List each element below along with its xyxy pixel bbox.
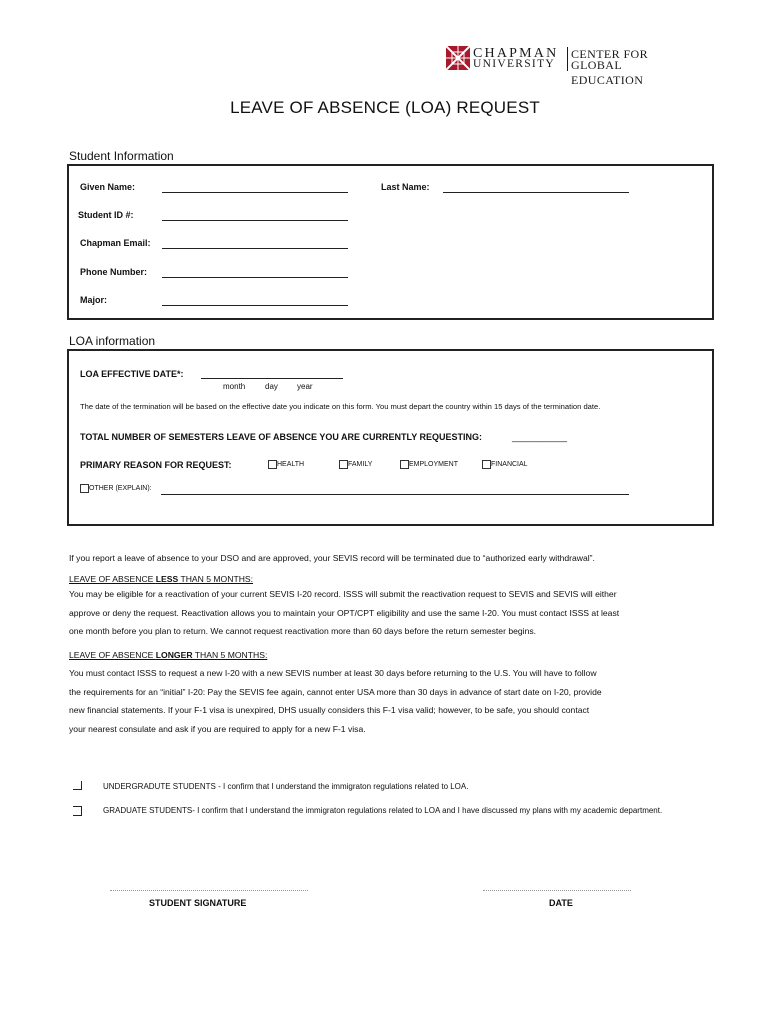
phone-field[interactable] <box>162 277 348 278</box>
chapman-crest-icon <box>446 46 470 70</box>
student-signature-label: STUDENT SIGNATURE <box>149 898 247 908</box>
less-than-line: approve or deny the request. Reactivation allows you to maintain your OPT/CPT eligibility and use the same I-20. You must contact ISSS at least <box>69 607 620 618</box>
longer-than-line: the requirements for an “initial” I-20: Pay the SEVIS fee again, cannot enter USA more than 30 days in advance of start date on I-20, provide <box>69 686 602 697</box>
phone-label: Phone Number: <box>80 267 148 277</box>
effective-date-label: LOA EFFECTIVE DATE*: <box>80 369 184 379</box>
email-field[interactable] <box>162 248 348 249</box>
last-name-field[interactable] <box>443 192 629 193</box>
less-than-line: one month before you plan to return. We cannot request reactivation more than 60 days before the return semester begins. <box>69 626 537 636</box>
less-than-body <box>69 585 719 641</box>
employment-label: EMPLOYMENT <box>409 461 459 468</box>
major-field[interactable] <box>162 305 348 306</box>
reason-other-option[interactable] <box>80 484 152 493</box>
undergraduate-checkbox[interactable] <box>73 781 82 790</box>
given-name-field[interactable] <box>162 192 348 193</box>
page-title: LEAVE OF ABSENCE (LOA) REQUEST <box>230 98 540 117</box>
financial-label: FINANCIAL <box>491 461 528 468</box>
financial-checkbox[interactable] <box>482 460 491 469</box>
given-name-label: Given Name: <box>80 182 136 192</box>
reason-employment-option[interactable] <box>400 460 458 469</box>
health-checkbox[interactable] <box>268 460 277 469</box>
logo-center-line2: GLOBAL EDUCATION <box>571 58 644 87</box>
employment-checkbox[interactable] <box>400 460 409 469</box>
longer-than-heading: LEAVE OF ABSENCE LONGER THAN 5 MONTHS: <box>69 650 268 660</box>
logo-university-line2: UNIVERSITY <box>473 58 555 70</box>
student-info-section-label: Student Information <box>69 149 174 163</box>
date-label: DATE <box>549 898 573 908</box>
termination-note: The date of the termination will be based on the effective date you indicate on this form. You must depart the country within 15 days of the termination date. <box>80 402 601 411</box>
effective-date-field[interactable] <box>201 378 343 379</box>
family-checkbox[interactable] <box>339 460 348 469</box>
date-line[interactable] <box>483 890 631 891</box>
semesters-label: TOTAL NUMBER OF SEMESTERS LEAVE OF ABSENCE YOU ARE CURRENTLY REQUESTING: <box>80 432 483 442</box>
last-name-label: Last Name: <box>381 182 430 192</box>
major-label: Major: <box>80 295 107 305</box>
chapman-logo <box>446 46 696 87</box>
reason-financial-option[interactable] <box>482 460 528 469</box>
longer-than-line: new financial statements. If your F-1 visa is unexpired, DHS usually considers this F-1 visa valid; however, to be safe, you should contact <box>69 705 590 715</box>
longer-than-line: You must contact ISSS to request a new I-20 with a new SEVIS number at least 30 days before returning to the U.S. You will have to follow <box>69 668 597 678</box>
date-day-caption: day <box>265 382 278 391</box>
loa-info-section-label: LOA information <box>69 334 156 348</box>
email-label: Chapman Email: <box>80 238 151 248</box>
reason-label: PRIMARY REASON FOR REQUEST: <box>80 460 232 470</box>
reason-family-option[interactable] <box>339 460 372 469</box>
semesters-field[interactable]: ___________ <box>512 432 568 442</box>
graduate-confirmation: GRADUATE STUDENTS- I confirm that I understand the immigraton regulations related to LOA and I have discussed my plans with my academic department. <box>103 806 663 815</box>
date-month-caption: month <box>223 382 246 391</box>
reason-health-option[interactable] <box>268 460 304 469</box>
other-checkbox[interactable] <box>80 484 89 493</box>
signature-line[interactable] <box>110 890 308 891</box>
other-explain-field[interactable] <box>161 494 629 495</box>
longer-than-body <box>69 664 719 738</box>
longer-than-line: your nearest consulate and ask if you are required to apply for a new F-1 visa. <box>69 723 366 734</box>
logo-center-line1: CENTER FOR <box>571 47 649 61</box>
undergraduate-confirmation: UNDERGRADUTE STUDENTS - I confirm that I understand the immigraton regulations related to LOA. <box>103 782 469 791</box>
other-label: OTHER (EXPLAIN): <box>89 485 152 492</box>
graduate-checkbox[interactable] <box>73 806 82 816</box>
family-label: FAMILY <box>348 461 373 468</box>
less-than-line: You may be eligible for a reactivation of your current SEVIS I-20 record. ISSS will submit the reactivation request to SEVIS and SEVIS will either <box>69 589 617 599</box>
logo-university-line1: CHAPMAN <box>473 46 559 61</box>
less-than-heading: LEAVE OF ABSENCE LESS THAN 5 MONTHS: <box>69 574 254 584</box>
sevis-notice: If you report a leave of absence to your DSO and are approved, your SEVIS record will be terminated due to “authorized early withdrawal”. <box>69 553 595 563</box>
student-id-field[interactable] <box>162 220 348 221</box>
date-year-caption: year <box>297 382 313 391</box>
health-label: HEALTH <box>277 461 305 468</box>
logo-divider <box>567 47 568 71</box>
student-id-label: Student ID #: <box>78 210 134 220</box>
